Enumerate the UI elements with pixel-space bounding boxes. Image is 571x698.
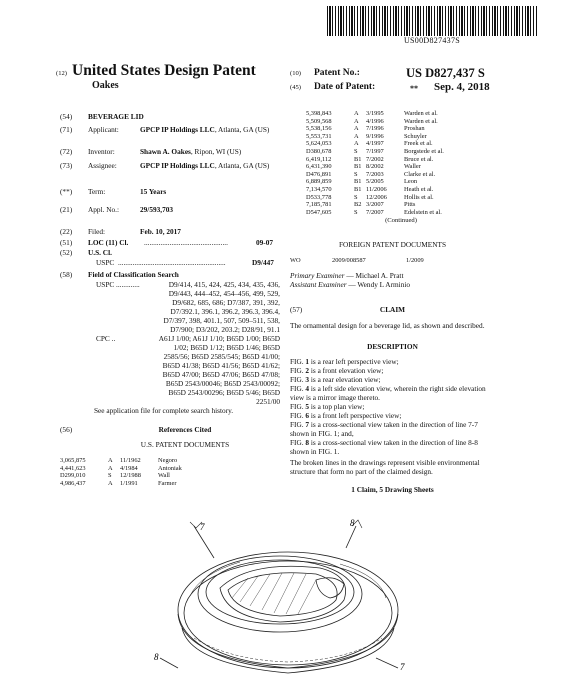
- term-row: [60, 187, 280, 205]
- date-star: **: [410, 84, 418, 93]
- field-uspc-label: USPC: [96, 280, 115, 289]
- appl-label: Appl. No.:: [88, 205, 120, 214]
- loc-value: 09-07: [256, 238, 274, 247]
- citation-row: D533,778 S 12/2006 Hollis et al.: [306, 193, 434, 201]
- citation-row: 3,065,875 A 11/1962 Negoro: [60, 457, 178, 464]
- cpc-lines: [122, 343, 280, 406]
- field-uspc-row: [60, 280, 280, 289]
- code-56: (56): [60, 425, 73, 434]
- citation-row: 5,624,053 A 4/1997 Freek et al.: [306, 140, 433, 148]
- applicant-label: Applicant:: [88, 125, 119, 134]
- descriptions-list: [290, 357, 495, 456]
- loc-dots: ..............................................: [144, 238, 228, 247]
- field-uspc-lines: [122, 289, 280, 334]
- section-line-7-bottom: [376, 658, 398, 668]
- title-row: [60, 112, 280, 125]
- code-10: (10): [290, 70, 301, 77]
- code-73: (73): [60, 161, 73, 170]
- figure-description: FIG. 2 is a front elevation view;: [290, 365, 384, 375]
- cpc-label: CPC ..: [96, 334, 116, 343]
- inventor-short: Oakes: [92, 80, 119, 91]
- cpc-line: 2585/56; B65D 2585/545; B65D 41/00;: [163, 352, 280, 361]
- field-search-row: [60, 270, 280, 280]
- citation-row: 6,889,859 B1 5/2005 Leon: [306, 178, 418, 186]
- field-label: Field of Classification Search: [88, 270, 179, 279]
- see-application-note: See application file for complete search history.: [94, 406, 234, 415]
- citation-row: 6,431,390 B1 8/2002 Waller: [306, 163, 421, 171]
- section-line-8-bottom: [160, 658, 178, 668]
- date-label: Date of Patent:: [314, 82, 376, 92]
- code-52: (52): [60, 248, 73, 257]
- code-71: (71): [60, 125, 73, 134]
- label-7-bottom: 7: [400, 662, 405, 672]
- foreign-docs-title: FOREIGN PATENT DOCUMENTS: [338, 240, 447, 249]
- inventor-name: Shawn A. Oakes: [140, 147, 191, 156]
- us-docs-title: U.S. PATENT DOCUMENTS: [140, 440, 230, 449]
- citation-row: D299,010 S 12/1988 Wall: [60, 472, 170, 480]
- filed-value: Feb. 10, 2017: [140, 227, 181, 236]
- uspc-dots: ...........................................................: [118, 258, 226, 267]
- us-docs-list: [60, 457, 280, 487]
- citation-row: 5,398,843 A 3/1995 Warden et al.: [306, 110, 438, 117]
- continued-note: (Continued): [385, 217, 417, 225]
- applicant-row: [60, 125, 280, 147]
- refs-title: References Cited: [158, 425, 212, 434]
- figure-description: FIG. 5 is a top plan view;: [290, 401, 365, 411]
- foreign-doc-row: WO 2009/008587 1/2009: [290, 257, 424, 264]
- field-uspc-line: D7/900; D3/202, 203.2; D28/91, 91.1: [170, 325, 280, 334]
- citation-row: 4,441,623 A 4/1984 Antoniak: [60, 464, 182, 472]
- broken-lines-note: The broken lines in the drawings represent visible environmental structure that form no part of the claimed design.: [290, 457, 480, 476]
- assignee-label: Assignee:: [88, 161, 117, 170]
- inventor-row: [60, 147, 280, 161]
- field-uspc-line: D7/397, 398, 401.1, 507, 509–511, 538,: [163, 316, 280, 325]
- citation-row: 5,509,568 A 4/1996 Warden et al.: [306, 117, 438, 125]
- code-51: (51): [60, 238, 73, 247]
- uscl-row: [60, 248, 280, 258]
- cpc-line: B65D 2543/00046; B65D 2543/00092;: [165, 379, 280, 388]
- claims-summary: 1 Claim, 5 Drawing Sheets: [351, 484, 434, 494]
- filed-row: [60, 227, 280, 238]
- cpc-line: A61J 1/00; A61J 1/10; B65D 1/00; B65D: [158, 334, 280, 343]
- citation-row: 4,986,437 A 1/1991 Farmer: [60, 479, 177, 487]
- applicant-name: GPCP IP Holdings LLC: [140, 125, 215, 134]
- appl-value: 29/593,703: [140, 205, 174, 214]
- cpc-line: B65D 41/38; B65D 41/56; B65D 41/62;: [162, 361, 280, 370]
- barcode-number: US00D827437S: [403, 36, 461, 45]
- section-line-8-top: [346, 526, 356, 548]
- lid-recess: [220, 566, 346, 622]
- term-value: 15 Years: [140, 187, 167, 196]
- figure-description: FIG. 6 is a front left perspective view;: [290, 410, 402, 420]
- assignee-loc: , Atlanta, GA (US): [214, 161, 270, 170]
- lid-skirt-lower: [182, 628, 394, 673]
- beverage-lid-drawing: [130, 518, 460, 694]
- citation-row: 7,134,570 B1 11/2006 Heath et al.: [306, 185, 434, 193]
- citation-row: 5,553,731 A 9/1996 Schuyler: [306, 132, 427, 140]
- assistant-examiner: Assistant Examiner — Wendy L Arminio: [290, 279, 411, 289]
- code-54: (54): [60, 112, 73, 121]
- citation-row: 5,538,156 A 7/1996 Proshan: [306, 125, 425, 133]
- applicant-loc: , Atlanta, GA (US): [214, 125, 270, 134]
- figure-description: FIG. 7 is a cross-sectional view taken in the direction of line 7-7 shown in FIG. 1; and,: [290, 419, 478, 438]
- citation-row: 6,419,112 B1 7/2002 Bruce et al.: [306, 155, 434, 163]
- label-8-bottom: 8: [154, 652, 159, 662]
- cpc-line: 1/02; B65D 1/12; B65D 1/46; B65D: [173, 343, 280, 352]
- primary-examiner: Primary Examiner — Michael A. Pratt: [290, 270, 404, 280]
- lid-recess-inner: [228, 573, 337, 616]
- figure-description: FIG. 1 is a rear left perspective view;: [290, 356, 399, 366]
- filed-label: Filed:: [88, 227, 106, 236]
- left-column: [60, 112, 280, 487]
- cpc-line: 2251/00: [256, 397, 280, 406]
- assignee-row: [60, 161, 280, 187]
- cpc-row: [60, 334, 280, 343]
- code-72: (72): [60, 147, 73, 156]
- cpc-line: B65D 47/00; B65D 47/06; B65D 47/08;: [162, 370, 280, 379]
- uscl-label: U.S. Cl.: [88, 248, 112, 257]
- claim-text: The ornamental design for a beverage lid, as shown and described.: [290, 320, 485, 330]
- uspc-value: D9/447: [252, 258, 274, 267]
- figure-description: FIG. 4 is a left side elevation view, wherein the right side elevation view is a mirror image thereto.: [290, 383, 486, 402]
- figure-description: FIG. 8 is a cross-sectional view taken in the direction of line 8-8 shown in FIG. 1.: [290, 437, 478, 456]
- field-uspc-line: D9/443, 444–452, 454–456, 499, 529,: [168, 289, 280, 298]
- figure-description: FIG. 3 is a rear elevation view;: [290, 374, 381, 384]
- patent-no-label: Patent No.:: [314, 68, 360, 78]
- barcode: [327, 6, 537, 36]
- uspc-label: USPC: [96, 258, 115, 267]
- uspc-row: [60, 258, 280, 270]
- field-uspc-dots: .............: [116, 280, 140, 289]
- label-7-top: 7: [200, 522, 205, 532]
- code-21: (21): [60, 205, 73, 214]
- design-title: BEVERAGE LID: [88, 112, 144, 121]
- cpc-line: B65D 2543/00296; B65D 5/46; B65D: [168, 388, 280, 397]
- claim-title: CLAIM: [379, 304, 406, 314]
- patent-date: Sep. 4, 2018: [434, 81, 490, 93]
- code-45: (45): [290, 84, 301, 91]
- citation-row: D476,891 S 7/2003 Clarke et al.: [306, 170, 436, 178]
- refs-row: [60, 425, 280, 437]
- inventor-label: Inventor:: [88, 147, 115, 156]
- citation-row: 7,185,781 B2 3/2007 Pitts: [306, 201, 416, 209]
- field-uspc-line: D7/392.1, 396.1, 396.2, 396.3, 396.4,: [170, 307, 280, 316]
- description-title: DESCRIPTION: [367, 341, 418, 351]
- code-12: (12): [56, 70, 67, 77]
- code-58: (58): [60, 270, 73, 279]
- page-title: United States Design Patent: [72, 62, 256, 79]
- field-uspc-line: D9/682, 685, 686; D7/387, 391, 392,: [172, 298, 280, 307]
- patent-number: US D827,437 S: [406, 66, 485, 80]
- code-term: (**): [60, 187, 73, 196]
- citations-list: [306, 110, 496, 226]
- loc-row: [60, 238, 280, 248]
- lid-top-inner: [206, 560, 354, 624]
- lid-skirt: [178, 614, 398, 668]
- citation-row: D380,678 S 7/1997 Borgstede et al.: [306, 147, 444, 155]
- citation-row: D547,605 S 7/2007 Edelstein et al.: [306, 208, 442, 216]
- appl-row: [60, 205, 280, 227]
- claim-heading-row: [290, 305, 495, 317]
- lid-broken-line: [194, 638, 382, 662]
- assignee-name: GPCP IP Holdings LLC: [140, 161, 215, 170]
- code-57: (57): [290, 304, 303, 314]
- right-column: [290, 240, 495, 494]
- label-8-top: 8: [350, 518, 355, 528]
- code-22: (22): [60, 227, 73, 236]
- loc-label: LOC (11) Cl.: [88, 238, 129, 247]
- field-uspc-line: D9/414, 415, 424, 425, 434, 435, 436,: [168, 280, 280, 289]
- inventor-loc: , Ripon, WI (US): [190, 147, 242, 156]
- term-label: Term:: [88, 187, 106, 196]
